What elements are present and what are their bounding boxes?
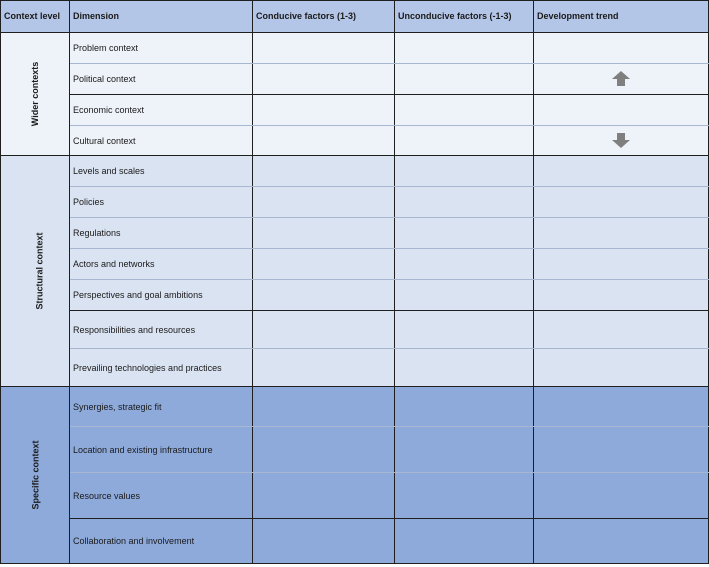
dimension-cell: Levels and scales <box>70 156 253 187</box>
dimension-cell: Policies <box>70 187 253 218</box>
development-trend-cell[interactable] <box>534 64 709 95</box>
conducive-factors-cell[interactable] <box>253 156 395 187</box>
table-row <box>1 156 709 187</box>
development-trend-cell[interactable] <box>534 218 709 249</box>
context-level-label: Structural context <box>34 232 45 310</box>
development-trend-cell[interactable] <box>534 473 709 519</box>
unconducive-factors-cell[interactable] <box>395 126 534 156</box>
dimension-cell: Actors and networks <box>70 249 253 280</box>
conducive-factors-cell[interactable] <box>253 187 395 218</box>
unconducive-factors-cell[interactable] <box>395 280 534 311</box>
context-level-label: Wider contexts <box>30 61 40 127</box>
table-row <box>1 64 709 95</box>
dimension-cell: Economic context <box>70 95 253 126</box>
dimension-cell: Political context <box>70 64 253 95</box>
table-row <box>1 473 709 519</box>
dimension-cell: Location and existing infrastructure <box>70 427 253 473</box>
conducive-factors-cell[interactable] <box>253 387 395 427</box>
development-trend-cell[interactable] <box>534 311 709 349</box>
unconducive-factors-cell[interactable] <box>395 218 534 249</box>
conducive-factors-cell[interactable] <box>253 126 395 156</box>
dimension-cell: Responsibilities and resources <box>70 311 253 349</box>
table-row <box>1 126 709 156</box>
arrow-down-icon <box>612 133 630 149</box>
unconducive-factors-cell[interactable] <box>395 349 534 387</box>
unconducive-factors-cell[interactable] <box>395 33 534 64</box>
arrow-up-icon <box>612 71 630 87</box>
unconducive-factors-cell[interactable] <box>395 95 534 126</box>
context-level-label: Specific context <box>30 440 41 510</box>
dimension-cell: Resource values <box>70 473 253 519</box>
header-row <box>1 1 709 33</box>
conducive-factors-cell[interactable] <box>253 427 395 473</box>
dimension-cell: Prevailing technologies and practices <box>70 349 253 387</box>
table-row <box>1 311 709 349</box>
unconducive-factors-cell[interactable] <box>395 311 534 349</box>
table-row <box>1 95 709 126</box>
table-row <box>1 218 709 249</box>
conducive-factors-cell[interactable] <box>253 311 395 349</box>
context-level-cell <box>1 33 70 156</box>
unconducive-factors-cell[interactable] <box>395 187 534 218</box>
table-row <box>1 427 709 473</box>
dimension-cell: Regulations <box>70 218 253 249</box>
unconducive-factors-cell[interactable] <box>395 519 534 564</box>
development-trend-cell[interactable] <box>534 187 709 218</box>
dimension-cell: Perspectives and goal ambitions <box>70 280 253 311</box>
table-body <box>1 33 709 564</box>
header-dimension: Dimension <box>70 1 253 33</box>
dimension-cell: Problem context <box>70 33 253 64</box>
context-level-cell <box>1 387 70 564</box>
conducive-factors-cell[interactable] <box>253 349 395 387</box>
conducive-factors-cell[interactable] <box>253 249 395 280</box>
table-row <box>1 280 709 311</box>
development-trend-cell[interactable] <box>534 519 709 564</box>
unconducive-factors-cell[interactable] <box>395 473 534 519</box>
conducive-factors-cell[interactable] <box>253 33 395 64</box>
development-trend-cell[interactable] <box>534 427 709 473</box>
unconducive-factors-cell[interactable] <box>395 156 534 187</box>
conducive-factors-cell[interactable] <box>253 519 395 564</box>
dimension-cell: Synergies, strategic fit <box>70 387 253 427</box>
header-context-level: Context level <box>1 1 70 33</box>
unconducive-factors-cell[interactable] <box>395 387 534 427</box>
table-row <box>1 33 709 64</box>
table-row <box>1 187 709 218</box>
conducive-factors-cell[interactable] <box>253 280 395 311</box>
development-trend-cell[interactable] <box>534 33 709 64</box>
development-trend-cell[interactable] <box>534 280 709 311</box>
development-trend-cell[interactable] <box>534 249 709 280</box>
header-development-trend: Development trend <box>534 1 709 33</box>
header-conducive-factors: Conducive factors (1-3) <box>253 1 395 33</box>
conducive-factors-cell[interactable] <box>253 95 395 126</box>
unconducive-factors-cell[interactable] <box>395 64 534 95</box>
unconducive-factors-cell[interactable] <box>395 249 534 280</box>
development-trend-cell[interactable] <box>534 156 709 187</box>
development-trend-cell[interactable] <box>534 126 709 156</box>
table-row <box>1 519 709 564</box>
development-trend-cell[interactable] <box>534 95 709 126</box>
unconducive-factors-cell[interactable] <box>395 427 534 473</box>
dimension-cell: Collaboration and involvement <box>70 519 253 564</box>
header-unconducive-factors: Unconducive factors (-1-3) <box>395 1 534 33</box>
development-trend-cell[interactable] <box>534 387 709 427</box>
conducive-factors-cell[interactable] <box>253 218 395 249</box>
table-row <box>1 249 709 280</box>
table-row <box>1 387 709 427</box>
development-trend-cell[interactable] <box>534 349 709 387</box>
conducive-factors-cell[interactable] <box>253 473 395 519</box>
context-level-cell <box>1 156 70 387</box>
conducive-factors-cell[interactable] <box>253 64 395 95</box>
table-row <box>1 349 709 387</box>
dimension-cell: Cultural context <box>70 126 253 156</box>
